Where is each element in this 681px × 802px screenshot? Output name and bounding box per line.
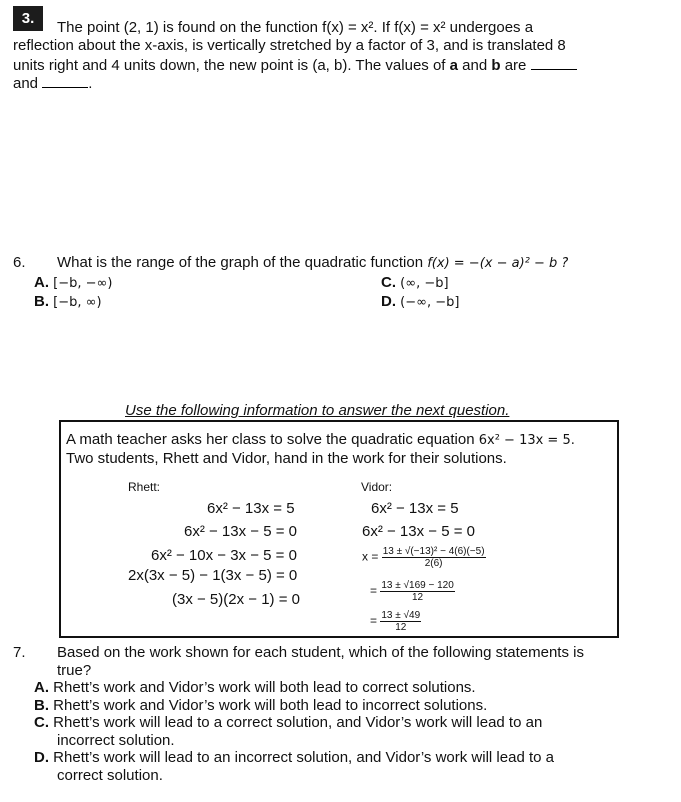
q7-option-d-line2: correct solution.	[57, 767, 163, 784]
question-number-badge: 3.	[13, 6, 43, 31]
info-line1: A math teacher asks her class to solve the quadratic equation 6x² − 13x = 5.	[66, 431, 575, 448]
simplified-fraction-2: $\frac{13 \pm √49}{12}$	[381, 610, 421, 633]
q7-stem-line2: true?	[57, 662, 92, 679]
vidor-label: Vidor:	[361, 480, 393, 494]
quadratic-formula-fraction: $\frac{\text{13 ± √(−13)² − 4(6)(−5)}}{2(6)}$	[382, 546, 485, 569]
q6-number: 6.	[13, 254, 26, 271]
q6-option-d[interactable]: D. (−∞, −b]	[381, 293, 460, 310]
vidor-step-2: 6x² − 13x − 5 = 0	[362, 523, 475, 540]
simplified-fraction-1: $\frac{13 \pm √169 - 120}{12}$	[381, 580, 454, 603]
q3-line3: units right and 4 units down, the new point is (a, b). The values of a and b are	[13, 55, 577, 75]
q7-stem-line1: Based on the work shown for each student, which of the following statements is	[57, 644, 584, 661]
rhett-step-5: (3x − 5)(2x − 1) = 0	[172, 591, 300, 608]
rhett-step-3: 6x² − 10x − 3x − 5 = 0	[151, 547, 297, 564]
q7-number: 7.	[13, 644, 26, 661]
answer-blank-a[interactable]	[531, 55, 577, 70]
rhett-label: Rhett:	[128, 480, 161, 494]
q6-stem: What is the range of the graph of the quadratic function f(x) = −(x − a)² − b ?	[57, 254, 569, 271]
vidor-step-4: = $\frac{13 \pm √169 - 120}{12}$	[370, 580, 454, 603]
q7-option-c[interactable]: C. Rhett’s work will lead to a correct solution, and Vidor’s work will lead to an	[34, 714, 543, 731]
info-line2: Two students, Rhett and Vidor, hand in the work for their solutions.	[66, 450, 507, 467]
rhett-step-4: 2x(3x − 5) − 1(3x − 5) = 0	[128, 567, 298, 584]
q3-line4: and .	[13, 75, 93, 92]
info-header: Use the following information to answer the next question.	[125, 402, 510, 419]
q7-option-d[interactable]: D. Rhett’s work will lead to an incorrect solution, and Vidor’s work will lead to a	[34, 749, 554, 766]
q3-line2: reflection about the x-axis, is vertically stretched by a factor of 3, and is translated 8	[13, 37, 566, 54]
info-box	[59, 420, 619, 638]
vidor-step-5: = $\frac{13 \pm √49}{12}$	[370, 610, 421, 633]
q7-option-b[interactable]: B. Rhett’s work and Vidor’s work will both lead to incorrect solutions.	[34, 697, 488, 714]
rhett-step-2: 6x² − 13x − 5 = 0	[184, 523, 297, 540]
q6-option-a[interactable]: A. [−b, −∞)	[34, 274, 113, 291]
q6-option-b[interactable]: B. [−b, ∞)	[34, 293, 102, 310]
q7-option-a[interactable]: A. Rhett’s work and Vidor’s work will both lead to correct solutions.	[34, 679, 476, 696]
q3-line1: The point (2, 1) is found on the function f(x) = x². If f(x) = x² undergoes a	[57, 19, 534, 36]
vidor-step-3: x = $\frac{\text{13 ± √(−13)² − 4(6)(−5)}}{2(6)}$	[362, 546, 485, 569]
q7-option-c-line2: incorrect solution.	[57, 732, 175, 749]
rhett-step-1: 6x² − 13x = 5	[207, 500, 295, 517]
vidor-step-1: 6x² − 13x = 5	[371, 500, 459, 517]
answer-blank-b[interactable]	[42, 73, 88, 88]
q6-option-c[interactable]: C. (∞, −b]	[381, 274, 449, 291]
